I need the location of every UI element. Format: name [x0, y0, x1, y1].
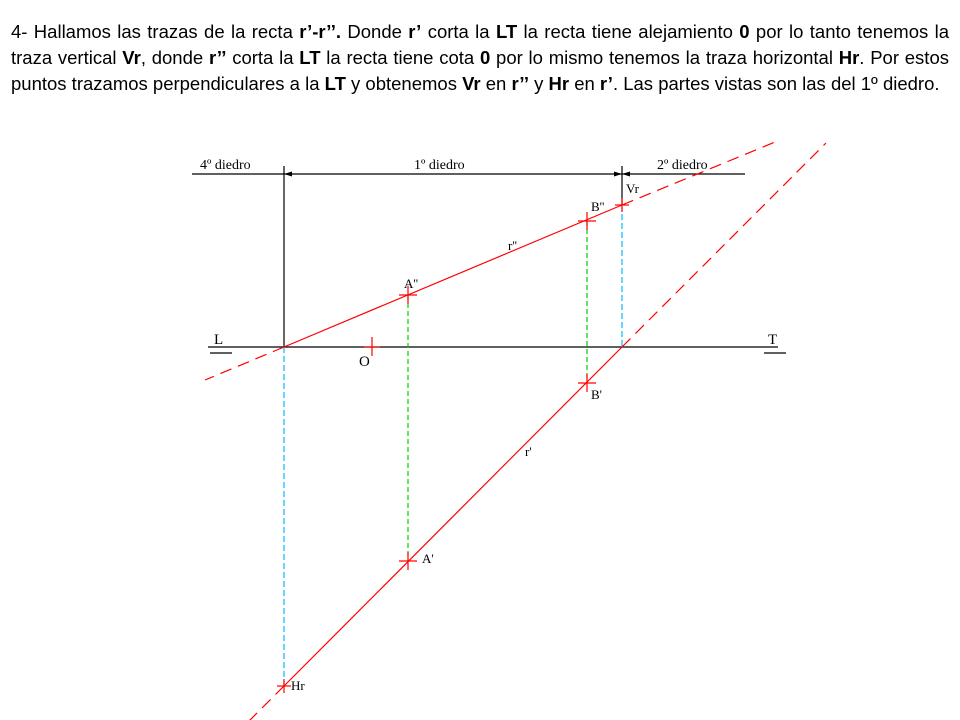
paragraph-bold-segment: Hr [838, 47, 860, 68]
label-first-dihedral: 1º diedro [414, 158, 465, 173]
paragraph-bold-segment: LT [324, 73, 346, 94]
paragraph-segment: la recta tiene cota [320, 47, 480, 68]
line-r-vertical-dashed-extension-lower [205, 347, 284, 380]
paragraph-segment: la recta tiene alejamiento [517, 21, 740, 42]
label-b-vertical: B'' [591, 199, 605, 214]
paragraph-segment: por lo tanto tenemos la traza vertical [11, 21, 950, 68]
arrowhead-right [614, 172, 622, 177]
paragraph-bold-segment: r’ [599, 73, 613, 94]
arrowhead-left [284, 172, 292, 177]
paragraph-segment: . Las partes vistas son las del 1º diedro. [612, 73, 940, 94]
paragraph-bold-segment: Vr [462, 73, 481, 94]
paragraph-bold-segment: r’’ [511, 73, 529, 94]
label-vertical-trace: Vr [626, 181, 639, 196]
paragraph-segment: 4- Hallamos las trazas de la recta [11, 21, 300, 42]
paragraph-segment: . Por estos puntos trazamos perpendiculares a la [11, 47, 949, 94]
paragraph-segment: en [569, 73, 600, 94]
arrowhead-right-outer [622, 172, 630, 177]
marker-vertical-trace [615, 198, 629, 212]
label-origin: O [359, 354, 370, 370]
paragraph-bold-segment: LT [299, 47, 321, 68]
paragraph-bold-segment: 0 [479, 47, 491, 68]
label-fourth-dihedral: 4º diedro [200, 158, 251, 173]
paragraph-segment: por lo mismo tenemos la traza horizontal [490, 47, 839, 68]
label-b-horizontal: B' [591, 387, 603, 402]
paragraph-bold-segment: 0 [739, 21, 750, 42]
marker-b-vertical [578, 212, 596, 230]
paragraph-bold-segment: r’ [408, 21, 422, 42]
label-a-horizontal: A' [422, 551, 434, 566]
line-r-horizontal-projection [284, 347, 622, 686]
line-r-horizontal-dashed-extension-lower [248, 686, 284, 720]
paragraph-segment: y [528, 73, 549, 94]
paragraph-segment: corta la [226, 47, 300, 68]
paragraph-segment: corta la [421, 21, 496, 42]
paragraph-bold-segment: Hr [548, 73, 570, 94]
paragraph-segment: en [480, 73, 512, 94]
paragraph-bold-segment: r’’ [208, 47, 227, 68]
label-r-vertical: r'' [508, 238, 518, 253]
label-horizontal-trace: Hr [291, 678, 305, 693]
paragraph-segment: Donde [341, 21, 409, 42]
label-ground-line-left: L [214, 332, 224, 348]
label-second-dihedral: 2º diedro [657, 158, 708, 173]
paragraph-bold-segment: r’-r’’. [299, 21, 342, 42]
line-r-vertical-projection [284, 205, 622, 347]
paragraph-bold-segment: Vr [122, 47, 141, 68]
paragraph-segment: , donde [140, 47, 209, 68]
label-r-horizontal: r' [525, 444, 532, 459]
label-ground-line-right: T [768, 332, 778, 348]
paragraph-bold-segment: LT [495, 21, 518, 42]
label-a-vertical: A'' [404, 276, 419, 291]
paragraph-segment: y obtenemos [345, 73, 463, 94]
